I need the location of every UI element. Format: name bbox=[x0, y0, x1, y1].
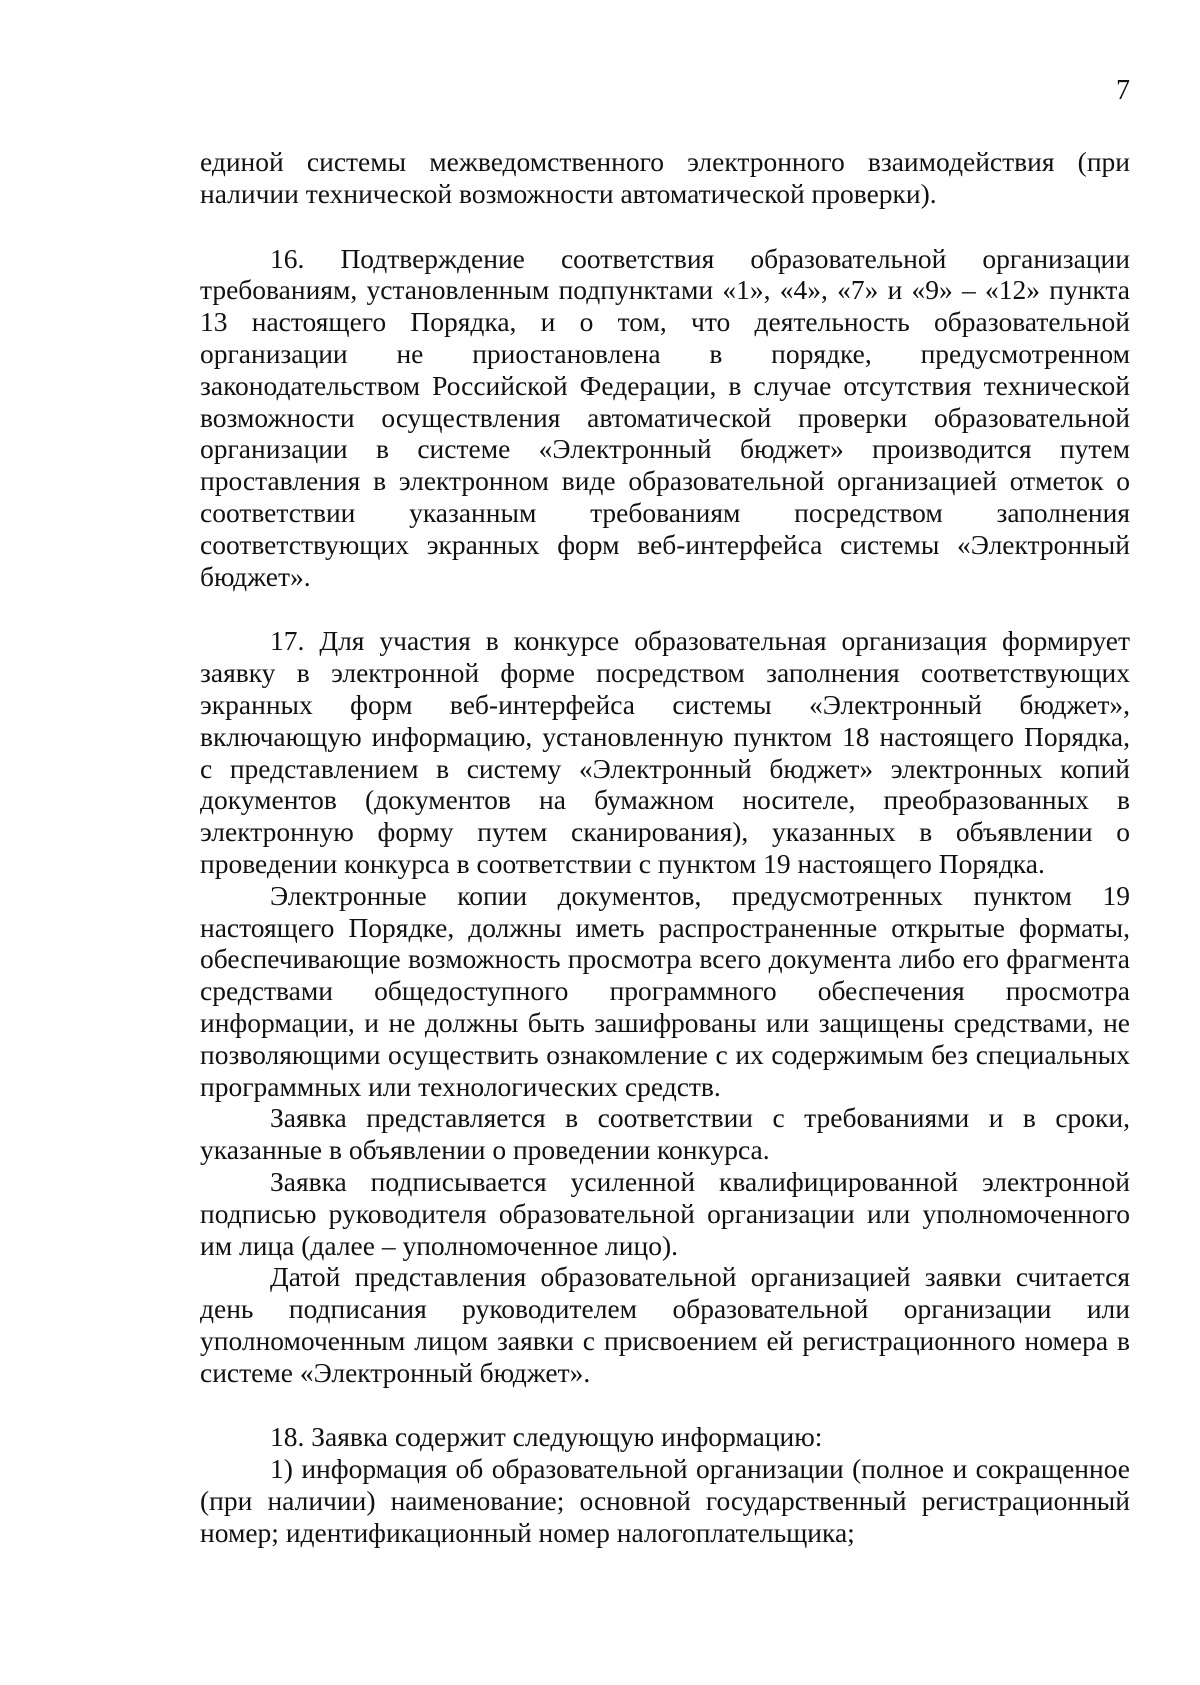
document-body bbox=[200, 146, 1130, 1549]
paragraph-17-submission-date: Датой представления образовательной организацией заявки считается день подписания руководителем образовательной организации или уполномоченным лицом заявки с присвоением ей регистрационного номера в системе «Электронный бюджет». bbox=[200, 1261, 1130, 1388]
page-number: 7 bbox=[1116, 75, 1130, 106]
paragraph-16: 16. Подтверждение соответствия образовательной организации требованиям, установленным подпунктами «1», «4», «7» и «9» – «12» пункта 13 настоящего Порядка, и о том, что деятельность образовательной организации не приостановлена в порядке, предусмотренном законодательством Российской Федерации, в случае отсутствия технической возможности осуществления автоматической проверки образовательной организации в системе «Электронный бюджет» производится путем проставления в электронном виде образовательной организацией отметок о соответствии указанным требованиям посредством заполнения соответствующих экранных форм веб-интерфейса системы «Электронный бюджет». bbox=[200, 242, 1130, 592]
paragraph-17-signature: Заявка подписывается усиленной квалифицированной электронной подписью руководителя образовательной организации или уполномоченного им лица (далее – уполномоченное лицо). bbox=[200, 1165, 1130, 1261]
paragraph-18: 18. Заявка содержит следующую информацию: bbox=[270, 1421, 823, 1453]
paragraph-gap bbox=[200, 210, 1130, 243]
paragraph-17: 17. Для участия в конкурсе образовательная организация формирует заявку в электронной форме посредством заполнения соответствующих экранных форм веб-интерфейса системы «Электронный бюджет», включающую информацию, установленную пунктом 18 настоящего Порядка, с представлением в систему «Электронный бюджет» электронных копий документов (документов на бумажном носителе, преобразованных в электронную форму путем сканирования), указанных в объявлении о проведении конкурса в соответствии с пунктом 19 настоящего Порядка. bbox=[200, 625, 1130, 879]
paragraph-gap bbox=[200, 592, 1130, 625]
paragraph-continuation: единой системы межведомственного электронного взаимодействия (при наличии технической возможности автоматической проверки). bbox=[200, 146, 1130, 209]
paragraph-17-deadlines: Заявка представляется в соответствии с требованиями и в сроки, указанные в объявлении о проведении конкурса. bbox=[200, 1102, 1130, 1166]
paragraph-17-electronic-copies: Электронные копии документов, предусмотренных пунктом 19 настоящего Порядке, должны иметь распространенные открытые форматы, обеспечивающие возможность просмотра всего документа либо его фрагмента средствами общедоступного программного обеспечения просмотра информации, и не должны быть зашифрованы или защищены средствами, не позволяющими осуществить ознакомление с их содержимым без специальных программных или технологических средств. bbox=[200, 879, 1130, 1102]
paragraph-gap bbox=[200, 1388, 1130, 1421]
paragraph-18-item-1: 1) информация об образовательной организации (полное и сокращенное (при наличии) наименование; основной государственный регистрационный номер; идентификационный номер налогоплательщика; bbox=[200, 1453, 1130, 1548]
